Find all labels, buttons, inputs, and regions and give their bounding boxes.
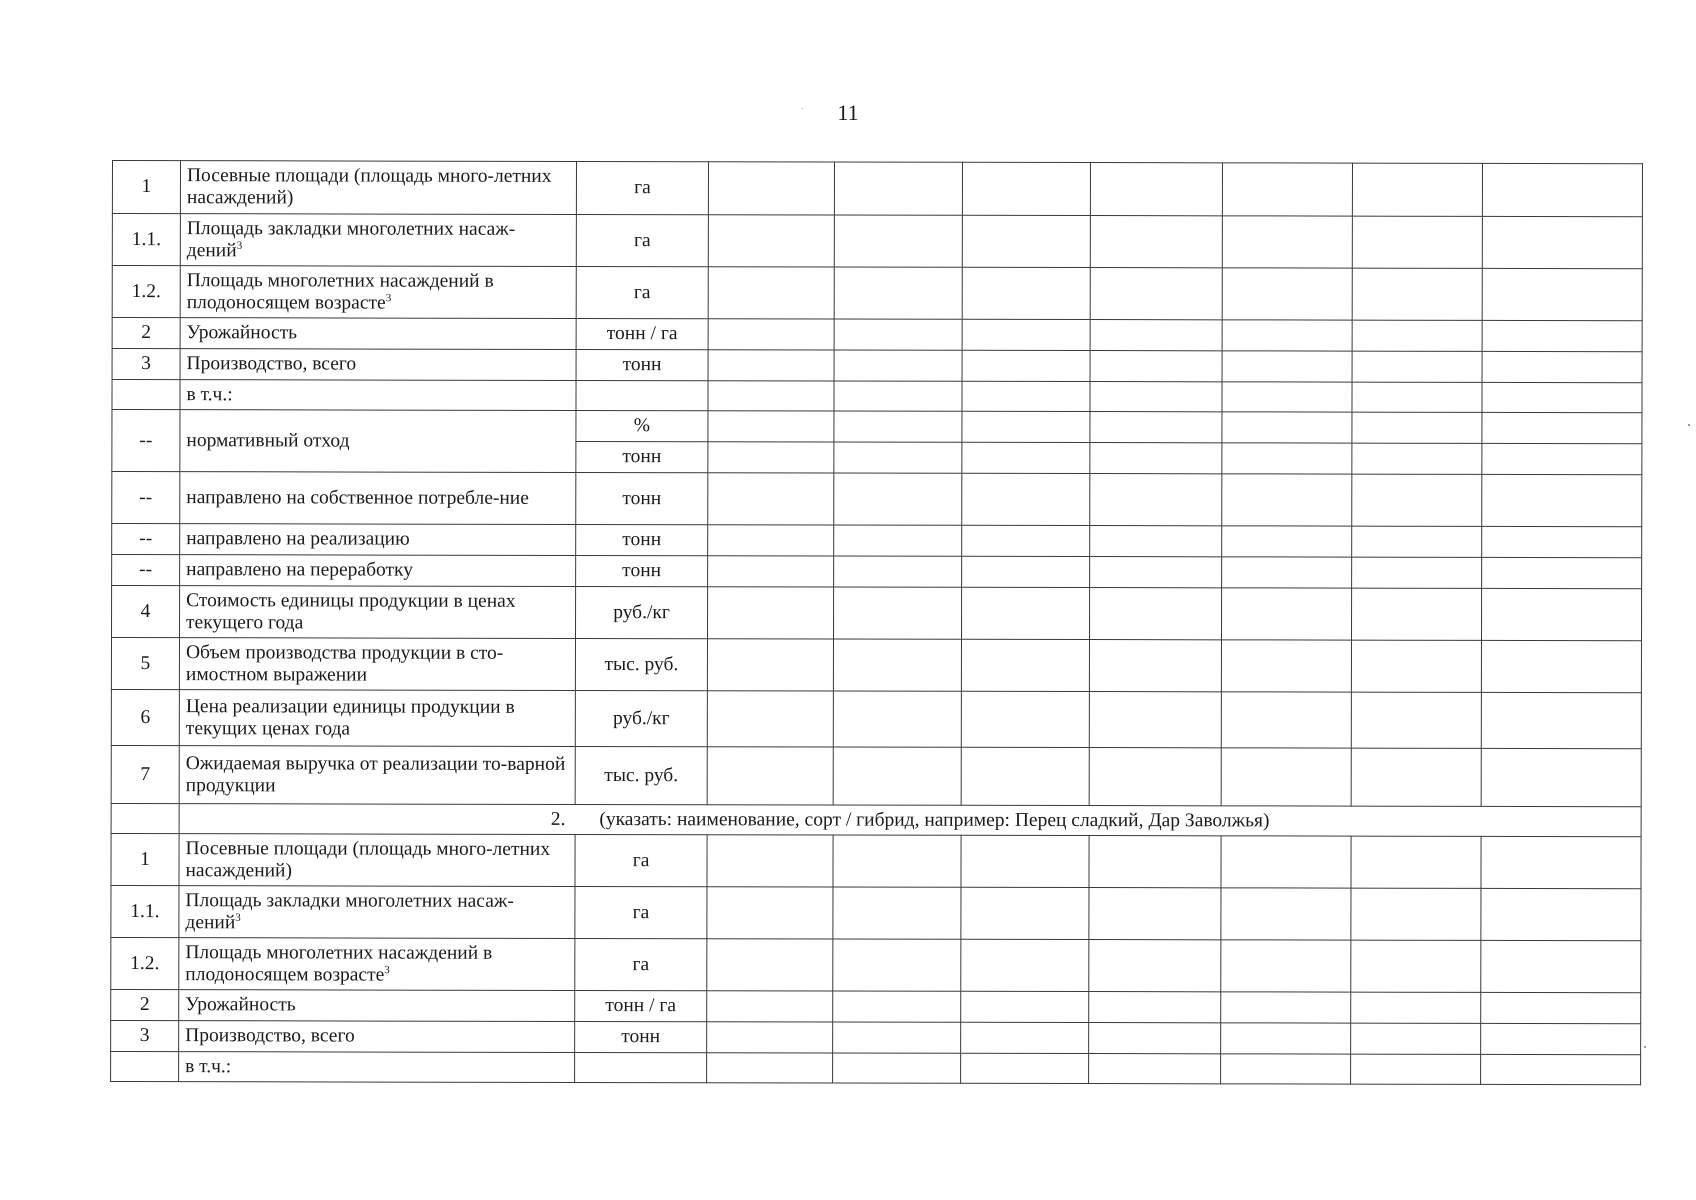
row-label: Стоимость единицы продукции в ценах текущего года bbox=[179, 586, 575, 639]
row-label-text: Площадь многолетних насаждений в плодоносящем возрасте bbox=[186, 269, 494, 314]
scan-speck bbox=[802, 108, 803, 109]
data-cell bbox=[1222, 443, 1352, 474]
data-cell bbox=[1351, 888, 1481, 940]
data-cell bbox=[962, 350, 1090, 381]
row-unit: тонн bbox=[576, 524, 708, 555]
data-cell bbox=[1221, 1054, 1351, 1084]
row-number: 4 bbox=[111, 586, 179, 638]
data-cell bbox=[1351, 588, 1481, 640]
row-label-text: Площадь многолетних насаждений в плодоносящем возрасте bbox=[185, 941, 493, 986]
row-number: 2 bbox=[112, 318, 180, 349]
data-cell bbox=[708, 411, 834, 442]
table-row bbox=[111, 937, 1641, 992]
data-cell bbox=[1482, 412, 1642, 443]
data-cell bbox=[1222, 268, 1352, 320]
row-unit: % bbox=[576, 410, 708, 441]
data-cell bbox=[1222, 320, 1352, 351]
row-label: в т.ч.: bbox=[179, 1052, 575, 1083]
data-cell bbox=[1221, 992, 1351, 1023]
row-unit: га bbox=[576, 214, 708, 266]
data-cell bbox=[1351, 836, 1481, 888]
data-cell bbox=[1482, 382, 1642, 412]
data-cell bbox=[1222, 557, 1352, 588]
data-cell bbox=[1090, 412, 1222, 443]
row-label bbox=[180, 266, 576, 319]
data-cell bbox=[1222, 216, 1352, 268]
row-label bbox=[179, 938, 575, 991]
data-cell bbox=[1351, 992, 1481, 1023]
data-cell bbox=[1090, 526, 1222, 557]
row-unit: га bbox=[575, 886, 707, 938]
data-cell bbox=[833, 747, 961, 805]
data-cell bbox=[1352, 557, 1482, 588]
data-cell bbox=[1221, 588, 1351, 640]
row-number bbox=[111, 1051, 179, 1081]
table-row bbox=[111, 638, 1641, 693]
table-row bbox=[111, 689, 1641, 748]
data-cell bbox=[1481, 992, 1641, 1023]
row-label-text: Площадь закладки многолетних насаж-дений bbox=[186, 217, 516, 261]
table-row bbox=[111, 885, 1641, 940]
data-cell bbox=[1481, 588, 1641, 640]
data-cell bbox=[1089, 1054, 1221, 1084]
row-label: в т.ч.: bbox=[180, 380, 576, 411]
row-number: -- bbox=[112, 555, 180, 586]
data-cell bbox=[1090, 443, 1222, 474]
row-number: 1 bbox=[112, 161, 180, 214]
data-cell bbox=[1352, 268, 1482, 320]
data-cell bbox=[1482, 557, 1642, 588]
section-header-blank bbox=[111, 803, 179, 833]
data-cell bbox=[1352, 320, 1482, 351]
table-row bbox=[112, 555, 1642, 589]
data-cell bbox=[1089, 992, 1221, 1023]
data-cell bbox=[833, 1053, 961, 1083]
section-number: 2. bbox=[550, 808, 566, 830]
data-cell bbox=[1089, 692, 1221, 748]
table-row bbox=[112, 318, 1642, 352]
data-cell bbox=[1221, 888, 1351, 940]
row-unit: руб./кг bbox=[575, 690, 707, 746]
row-number: 1 bbox=[111, 833, 179, 885]
data-cell bbox=[1482, 320, 1642, 351]
data-cell bbox=[1089, 888, 1221, 940]
data-cell bbox=[1482, 163, 1642, 216]
data-cell bbox=[1222, 163, 1352, 216]
data-cell bbox=[1089, 588, 1221, 640]
indicators-table bbox=[110, 160, 1643, 1085]
data-cell bbox=[1090, 268, 1222, 320]
data-cell bbox=[834, 215, 962, 267]
data-cell bbox=[833, 1022, 961, 1053]
table-row bbox=[111, 833, 1641, 888]
data-cell bbox=[961, 1022, 1089, 1053]
data-cell bbox=[1351, 1054, 1481, 1084]
data-cell bbox=[961, 991, 1089, 1022]
data-cell bbox=[707, 747, 833, 805]
data-cell bbox=[1090, 474, 1222, 526]
data-cell bbox=[1089, 748, 1221, 806]
data-cell bbox=[708, 381, 834, 411]
data-cell bbox=[707, 887, 833, 939]
row-unit: тонн bbox=[576, 555, 708, 586]
data-cell bbox=[1351, 640, 1481, 692]
row-label: Цена реализации единицы продукции в текущих ценах года bbox=[179, 690, 575, 747]
row-unit: тонн / га bbox=[575, 990, 707, 1021]
data-cell bbox=[962, 411, 1090, 442]
data-cell bbox=[834, 525, 962, 556]
data-cell bbox=[708, 319, 834, 350]
row-label: направлено на реализацию bbox=[180, 524, 576, 556]
data-cell bbox=[961, 939, 1089, 991]
table-row bbox=[112, 349, 1642, 383]
data-cell bbox=[1221, 836, 1351, 888]
data-cell bbox=[1089, 836, 1221, 888]
table-row bbox=[111, 586, 1641, 641]
data-cell bbox=[1351, 692, 1481, 748]
data-cell bbox=[1352, 351, 1482, 382]
data-cell bbox=[707, 587, 833, 639]
data-cell bbox=[708, 525, 834, 556]
row-unit: тонн bbox=[576, 349, 708, 380]
footnote-mark: 3 bbox=[385, 291, 392, 304]
data-cell bbox=[1481, 836, 1641, 888]
row-unit: тонн bbox=[575, 1021, 707, 1052]
data-cell bbox=[834, 442, 962, 473]
row-unit: га bbox=[576, 161, 708, 214]
row-label: Производство, всего bbox=[179, 1021, 575, 1053]
data-cell bbox=[1090, 557, 1222, 588]
data-cell bbox=[1221, 692, 1351, 748]
row-label bbox=[179, 886, 575, 939]
row-number: 5 bbox=[111, 638, 179, 690]
data-cell bbox=[708, 442, 834, 473]
row-label-text: Площадь закладки многолетних насаж-дений bbox=[185, 889, 514, 933]
data-cell bbox=[962, 473, 1090, 525]
data-cell bbox=[834, 556, 962, 587]
data-cell bbox=[962, 319, 1090, 350]
row-number: 1.1. bbox=[112, 214, 180, 266]
data-cell bbox=[1481, 940, 1641, 992]
row-unit bbox=[576, 380, 708, 410]
row-number: -- bbox=[112, 524, 180, 555]
row-unit bbox=[575, 1052, 707, 1082]
data-cell bbox=[1221, 748, 1351, 806]
data-cell bbox=[1482, 351, 1642, 382]
data-cell bbox=[1481, 748, 1641, 806]
section-title: (указать: наименование, сорт / гибрид, например: Перец сладкий, Дар Заволжья) bbox=[599, 808, 1270, 831]
row-unit: тонн / га bbox=[576, 318, 708, 349]
row-label bbox=[180, 214, 576, 267]
table-row bbox=[112, 524, 1642, 558]
section-header-row bbox=[111, 803, 1641, 836]
row-number: -- bbox=[112, 472, 180, 524]
data-cell bbox=[833, 639, 961, 691]
table-row bbox=[112, 380, 1642, 413]
data-cell bbox=[708, 215, 834, 267]
row-label: Объем производства продукции в сто-имостном выражении bbox=[179, 638, 575, 691]
data-cell bbox=[708, 473, 834, 525]
data-cell bbox=[1352, 412, 1482, 443]
data-cell bbox=[1482, 526, 1642, 557]
data-cell bbox=[834, 350, 962, 381]
row-label: направлено на переработку bbox=[180, 555, 576, 587]
data-cell bbox=[833, 691, 961, 747]
data-cell bbox=[962, 267, 1090, 319]
data-cell bbox=[834, 267, 962, 319]
data-cell bbox=[707, 991, 833, 1022]
data-cell bbox=[708, 162, 834, 215]
row-number: 2 bbox=[111, 989, 179, 1020]
scan-speck bbox=[1688, 424, 1690, 426]
table-row bbox=[111, 745, 1641, 806]
data-cell bbox=[708, 556, 834, 587]
data-cell bbox=[1221, 1023, 1351, 1054]
row-number: 3 bbox=[111, 1020, 179, 1051]
row-unit: тонн bbox=[576, 472, 708, 524]
data-cell bbox=[1481, 1023, 1641, 1054]
data-cell bbox=[1352, 216, 1482, 268]
data-cell bbox=[1481, 692, 1641, 748]
row-unit: тыс. руб. bbox=[575, 746, 707, 804]
data-cell bbox=[1089, 940, 1221, 992]
data-cell bbox=[961, 691, 1089, 747]
data-cell bbox=[708, 267, 834, 319]
row-number: 6 bbox=[111, 689, 179, 745]
data-cell bbox=[962, 525, 1090, 556]
data-cell bbox=[961, 747, 1089, 805]
data-cell bbox=[1222, 526, 1352, 557]
data-cell bbox=[707, 691, 833, 747]
data-cell bbox=[834, 473, 962, 525]
row-label: Ожидаемая выручка от реализации то-варной продукции bbox=[179, 746, 575, 805]
data-cell bbox=[833, 939, 961, 991]
data-cell bbox=[1090, 351, 1222, 382]
data-cell bbox=[961, 639, 1089, 691]
data-cell bbox=[1352, 382, 1482, 412]
scan-speck bbox=[1644, 1046, 1646, 1048]
row-number: 1.2. bbox=[112, 266, 180, 318]
row-label: Урожайность bbox=[179, 990, 575, 1022]
table-row bbox=[112, 410, 1642, 444]
data-cell bbox=[1222, 351, 1352, 382]
table-row bbox=[111, 989, 1641, 1023]
row-number: 1.1. bbox=[111, 885, 179, 937]
data-cell bbox=[1352, 474, 1482, 526]
row-label: направлено на собственное потребле-ние bbox=[180, 472, 576, 525]
data-cell bbox=[1089, 640, 1221, 692]
data-cell bbox=[1222, 412, 1352, 443]
row-label: Производство, всего bbox=[180, 349, 576, 381]
data-cell bbox=[1090, 320, 1222, 351]
data-cell bbox=[1221, 940, 1351, 992]
data-cell bbox=[707, 1053, 833, 1083]
data-cell bbox=[708, 350, 834, 381]
data-cell bbox=[1352, 443, 1482, 474]
data-cell bbox=[1089, 1023, 1221, 1054]
row-label: Посевные площади (площадь много-летних насаждений) bbox=[179, 834, 575, 887]
data-cell bbox=[962, 442, 1090, 473]
footnote-mark: 3 bbox=[384, 963, 390, 976]
data-cell bbox=[961, 835, 1089, 887]
table-row bbox=[112, 161, 1642, 217]
data-cell bbox=[962, 162, 1090, 215]
data-cell bbox=[1481, 1054, 1641, 1084]
data-cell bbox=[961, 1053, 1089, 1083]
row-number: 1.2. bbox=[111, 937, 179, 989]
data-cell bbox=[1481, 888, 1641, 940]
row-unit: га bbox=[575, 834, 707, 886]
data-cell bbox=[1090, 216, 1222, 268]
row-unit: руб./кг bbox=[575, 586, 707, 638]
data-cell bbox=[1482, 216, 1642, 268]
row-unit: тонн bbox=[576, 441, 708, 472]
data-cell bbox=[707, 639, 833, 691]
page-number: 11 bbox=[837, 100, 859, 125]
data-cell bbox=[962, 381, 1090, 411]
table-row bbox=[112, 472, 1642, 527]
data-cell bbox=[707, 939, 833, 991]
row-number bbox=[112, 380, 180, 410]
row-label: Посевные площади (площадь много-летних насаждений) bbox=[180, 161, 576, 215]
data-cell bbox=[1481, 640, 1641, 692]
data-cell bbox=[707, 1022, 833, 1053]
row-unit: тыс. руб. bbox=[575, 638, 707, 690]
data-cell bbox=[834, 411, 962, 442]
data-cell bbox=[1221, 640, 1351, 692]
data-cell bbox=[707, 835, 833, 887]
data-cell bbox=[833, 835, 961, 887]
data-cell bbox=[834, 381, 962, 411]
data-cell bbox=[833, 991, 961, 1022]
footnote-mark: 3 bbox=[236, 239, 243, 252]
data-cell bbox=[1352, 526, 1482, 557]
data-cell bbox=[962, 215, 1090, 267]
footnote-mark: 3 bbox=[235, 911, 241, 924]
data-cell bbox=[1090, 163, 1222, 216]
table-row bbox=[112, 266, 1642, 321]
data-cell bbox=[1090, 382, 1222, 412]
data-cell bbox=[834, 162, 962, 215]
data-cell bbox=[833, 887, 961, 939]
data-cell bbox=[961, 887, 1089, 939]
data-cell bbox=[1351, 748, 1481, 806]
table-wrapper bbox=[110, 160, 1643, 1085]
data-cell bbox=[1482, 268, 1642, 320]
table-row bbox=[111, 1051, 1641, 1084]
row-number: 7 bbox=[111, 745, 179, 803]
data-cell bbox=[962, 556, 1090, 587]
row-label: нормативный отход bbox=[180, 410, 576, 473]
row-number: -- bbox=[112, 410, 180, 472]
data-cell bbox=[1351, 940, 1481, 992]
row-unit: га bbox=[575, 938, 707, 990]
row-unit: га bbox=[576, 266, 708, 318]
data-cell bbox=[1482, 474, 1642, 526]
data-cell bbox=[834, 319, 962, 350]
data-cell bbox=[1351, 1023, 1481, 1054]
data-cell bbox=[961, 587, 1089, 639]
data-cell bbox=[1482, 443, 1642, 474]
row-number: 3 bbox=[112, 349, 180, 380]
row-label: Урожайность bbox=[180, 318, 576, 350]
data-cell bbox=[1352, 163, 1482, 216]
section-header bbox=[179, 804, 1641, 837]
table-row bbox=[112, 214, 1642, 269]
data-cell bbox=[1222, 382, 1352, 412]
data-cell bbox=[833, 587, 961, 639]
table-row bbox=[111, 1020, 1641, 1054]
data-cell bbox=[1222, 474, 1352, 526]
